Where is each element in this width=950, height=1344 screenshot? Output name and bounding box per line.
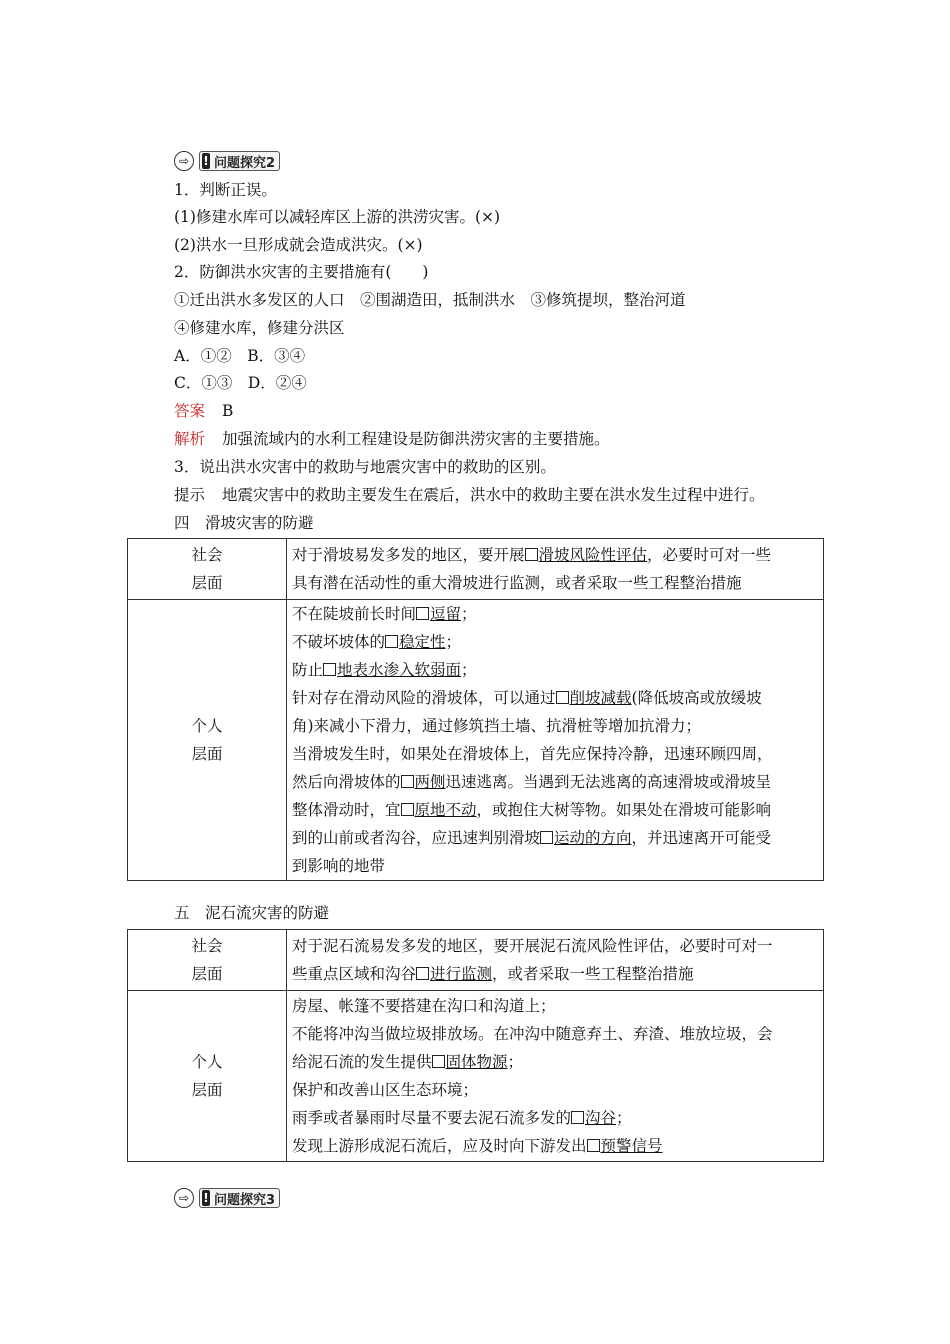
row-content-personal: 房屋、帐篷不要搭建在沟口和沟道上； 不能将冲沟当做垃圾排放场。在冲沟中随意弃土、弃渣、堆放垃圾，会 给泥石流的发生提供 固体物源； 保护和改善山区生态环境； 雨季或者暴雨时尽量不要去泥石流多发的 沟谷； 发现上游形成泥石流后，应及时向下游发出 预警信号 — [287, 991, 824, 1162]
table-row — [128, 539, 824, 600]
row-label-personal: 个人 层面 — [128, 991, 287, 1162]
debris-flow-table — [127, 929, 824, 1162]
q2-choices-1: A．①② B．③④ — [174, 347, 306, 365]
q3-hint — [174, 485, 764, 505]
landslide-table — [127, 538, 824, 881]
hint-text: 地震灾害中的救助主要发生在震后，洪水中的救助主要在洪水发生过程中进行。 — [221, 486, 765, 504]
section-tag-3 — [174, 1188, 280, 1208]
tag-box — [199, 1188, 280, 1208]
section4-heading: 四 滑坡灾害的防避 — [174, 514, 314, 532]
hint-label: 提示 — [174, 486, 206, 504]
q3-stem: 3．说出洪水灾害中的救助与地震灾害中的救助的区别。 — [174, 458, 556, 476]
q2-answer — [174, 401, 233, 421]
arrow-right-icon: ⇨ — [174, 151, 194, 171]
row-content-social: 对于滑坡易发多发的地区，要开展 滑坡风险性评估，必要时可对一些 具有潜在活动性的重大滑坡进行监测，或者采取一些工程整治措施 — [287, 539, 824, 600]
q2-options-2: ④修建水库，修建分洪区 — [174, 319, 345, 337]
table-row — [128, 600, 824, 881]
row-label-social: 社会 层面 — [128, 539, 287, 600]
q1-item-1: (1)修建水库可以减轻库区上游的洪涝灾害。(×) — [174, 208, 501, 226]
q2-stem: 2．防御洪水灾害的主要措施有( ) — [174, 263, 429, 281]
q2-choices-2: C．①③ D．②④ — [174, 374, 307, 392]
q2-analysis — [174, 429, 609, 449]
section-tag-2 — [174, 151, 280, 171]
table-row — [128, 991, 824, 1162]
row-label-personal: 个人 层面 — [128, 600, 287, 881]
answer-label: 答案 — [174, 402, 206, 420]
tag-box — [199, 151, 280, 171]
exclamation-icon: ! — [203, 1191, 209, 1205]
q2-options-1: ①迁出洪水多发区的人口 ②围湖造田，抵制洪水 ③修筑提坝，整治河道 — [174, 291, 686, 309]
q1-item-2: (2)洪水一旦形成就会造成洪灾。(×) — [174, 236, 423, 254]
analysis-label: 解析 — [174, 430, 206, 448]
row-content-personal: 不在陡坡前长时间 逗留； 不破坏坡体的 稳定性； 防止 地表水渗入软弱面； 针对存在滑动风险的滑坡体，可以通过 削坡减载(降低坡高或放缓坡 角)来减小下滑力，通过修筑挡土墙、抗滑桩等增加抗滑力； 当滑坡发生时，如果处在滑坡体上，首先应保持冷静，迅速环顾四周， 然后向滑坡体的 两侧迅速逃离。当遇到无法逃离的高速滑坡或滑坡呈 整体滑动时，宜 原地不动，或抱住大树等物。如果处在滑坡可能影响 到的山前或者沟谷，应迅速判别滑坡 运动的方向，并迅速离开可能受 到影响的地带 — [287, 600, 824, 881]
row-content-social: 对于泥石流易发多发的地区，要开展泥石流风险性评估，必要时可对一 些重点区域和沟谷 进行监测，或者采取一些工程整治措施 — [287, 930, 824, 991]
tag-label: 问题探究2 — [214, 155, 276, 171]
section5-heading: 五 泥石流灾害的防避 — [174, 904, 330, 922]
row-label-social: 社会 层面 — [128, 930, 287, 991]
arrow-right-icon: ⇨ — [174, 1188, 194, 1208]
tag-label: 问题探究3 — [214, 1192, 276, 1208]
exclamation-icon: ! — [203, 154, 209, 168]
analysis-text: 加强流域内的水利工程建设是防御洪涝灾害的主要措施。 — [221, 430, 610, 448]
q1-stem: 1．判断正误。 — [174, 181, 277, 199]
table-row — [128, 930, 824, 991]
answer-value: B — [221, 402, 234, 420]
